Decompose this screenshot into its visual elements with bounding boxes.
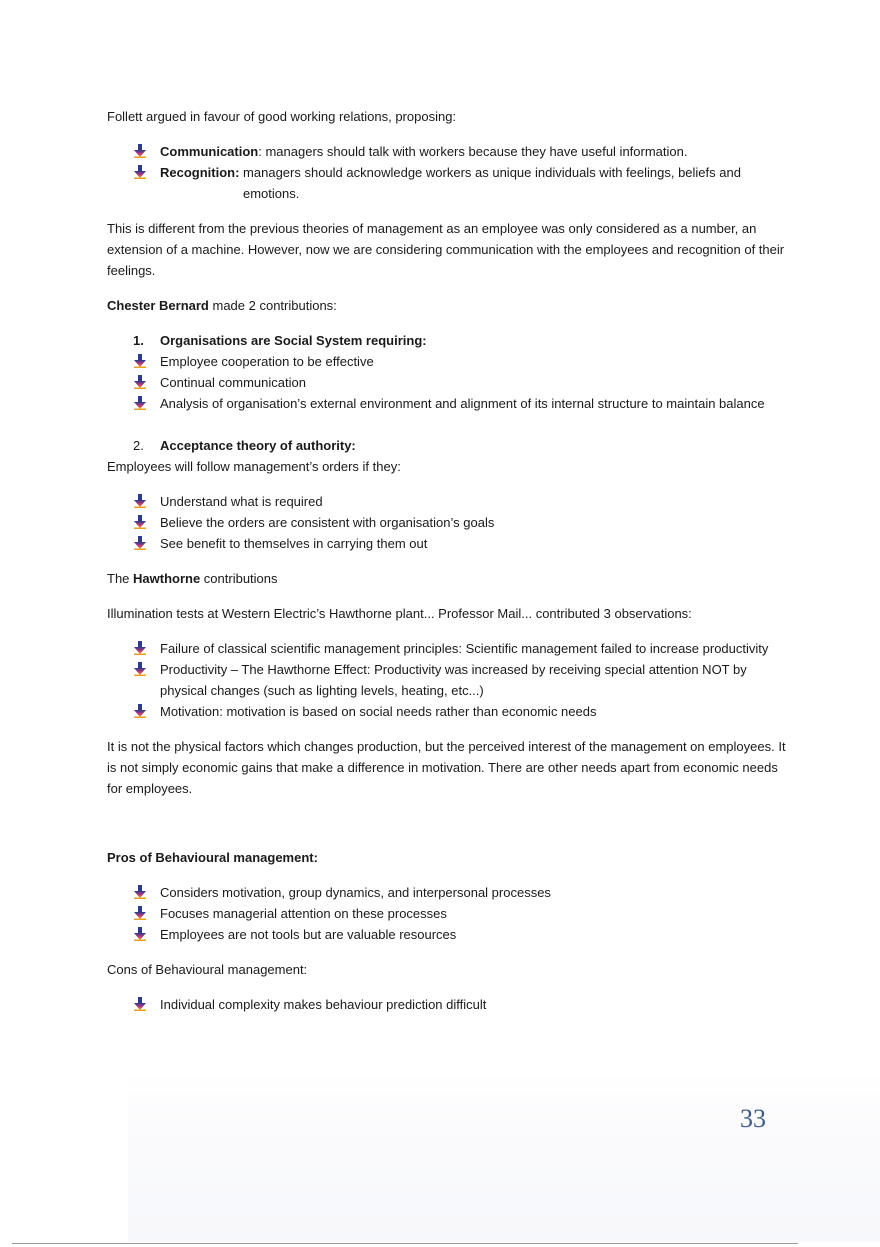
difference-paragraph: This is different from the previous theories of management as an employee was only considered as a number, an extension of a machine. However, now we are considering communication with the employees and recognition of their feelings.: [107, 221, 785, 278]
down-arrow-bullet-icon: [133, 396, 147, 410]
spacer: [107, 833, 787, 847]
item-number: 1.: [133, 333, 144, 348]
list-item: Believe the orders are consistent with organisation’s goals: [107, 512, 787, 533]
term-communication: Communication: [160, 144, 259, 159]
item-title: Acceptance theory of authority:: [160, 438, 356, 453]
down-arrow-bullet-icon: [133, 906, 147, 920]
item-number: 2.: [133, 438, 144, 453]
follow-list: [107, 491, 787, 554]
bernard-intro: Chester Bernard made 2 contributions:: [107, 298, 337, 313]
down-arrow-bullet-icon: [133, 997, 147, 1011]
list-item: Analysis of organisation’s external environment and alignment of its internal structure to maintain balance: [107, 393, 787, 414]
page-shade: [128, 1072, 880, 1242]
follett-intro: Follett argued in favour of good working relations, proposing:: [107, 109, 457, 124]
down-arrow-bullet-icon: [133, 165, 147, 179]
down-arrow-bullet-icon: [133, 354, 147, 368]
down-arrow-bullet-icon: [133, 375, 147, 389]
list-item: Individual complexity makes behaviour prediction difficult: [107, 994, 787, 1015]
hawthorne-list: [107, 638, 787, 722]
down-arrow-bullet-icon: [133, 536, 147, 550]
item-text: managers should talk with workers because they have useful information.: [261, 144, 688, 159]
page-content: [107, 106, 787, 1029]
list-item: Communication: managers should talk with workers because they have useful information.: [107, 141, 787, 162]
list-item: See benefit to themselves in carrying them out: [107, 533, 787, 554]
down-arrow-bullet-icon: [133, 144, 147, 158]
down-arrow-bullet-icon: [133, 641, 147, 655]
follow-intro: Employees will follow management’s orders if they:: [107, 459, 401, 474]
pros-list: [107, 882, 787, 945]
down-arrow-bullet-icon: [133, 927, 147, 941]
list-item: Productivity – The Hawthorne Effect: Productivity was increased by receiving special attention NOT by physical changes (such as lighting levels, heating, etc...): [107, 659, 787, 701]
numbered-item-2: [107, 435, 787, 456]
bernard-list: [107, 351, 787, 414]
hawthorne-intro: Illumination tests at Western Electric’s Hawthorne plant... Professor Mail... contributed 3 observations:: [107, 606, 692, 621]
item-continuation: emotions.: [243, 186, 300, 201]
list-item: Continual communication: [107, 372, 787, 393]
item-text: managers should acknowledge workers as unique individuals with feelings, beliefs and: [239, 165, 741, 180]
list-item: Understand what is required: [107, 491, 787, 512]
cons-list: [107, 994, 787, 1015]
list-item: Focuses managerial attention on these processes: [107, 903, 787, 924]
list-item: Employee cooperation to be effective: [107, 351, 787, 372]
hawthorne-heading: The Hawthorne contributions: [107, 571, 278, 586]
hawthorne-conclusion: It is not the physical factors which changes production, but the perceived interest of the management on employees. It is not simply economic gains that make a difference in motivation. There are other needs apart from economic needs for employees.: [107, 739, 786, 796]
bernard-name: Chester Bernard: [107, 298, 209, 313]
footer-divider: [12, 1243, 798, 1244]
list-item: Considers motivation, group dynamics, and interpersonal processes: [107, 882, 787, 903]
page-number: 33: [740, 1104, 766, 1133]
spacer: [107, 799, 787, 833]
down-arrow-bullet-icon: [133, 494, 147, 508]
down-arrow-bullet-icon: [133, 885, 147, 899]
cons-heading: Cons of Behavioural management:: [107, 962, 308, 977]
term-recognition: Recognition:: [160, 165, 240, 180]
down-arrow-bullet-icon: [133, 662, 147, 676]
hawthorne-name: Hawthorne: [133, 571, 201, 586]
list-item: [107, 162, 787, 204]
item-title: Organisations are Social System requiring:: [160, 333, 427, 348]
numbered-item-1: [107, 330, 787, 351]
list-item: Motivation: motivation is based on social needs rather than economic needs: [107, 701, 787, 722]
follett-list: [107, 141, 787, 204]
list-item: Failure of classical scientific management principles: Scientific management failed to increase productivity: [107, 638, 787, 659]
list-item: Employees are not tools but are valuable resources: [107, 924, 787, 945]
down-arrow-bullet-icon: [133, 704, 147, 718]
down-arrow-bullet-icon: [133, 515, 147, 529]
pros-heading: Pros of Behavioural management:: [107, 850, 318, 865]
